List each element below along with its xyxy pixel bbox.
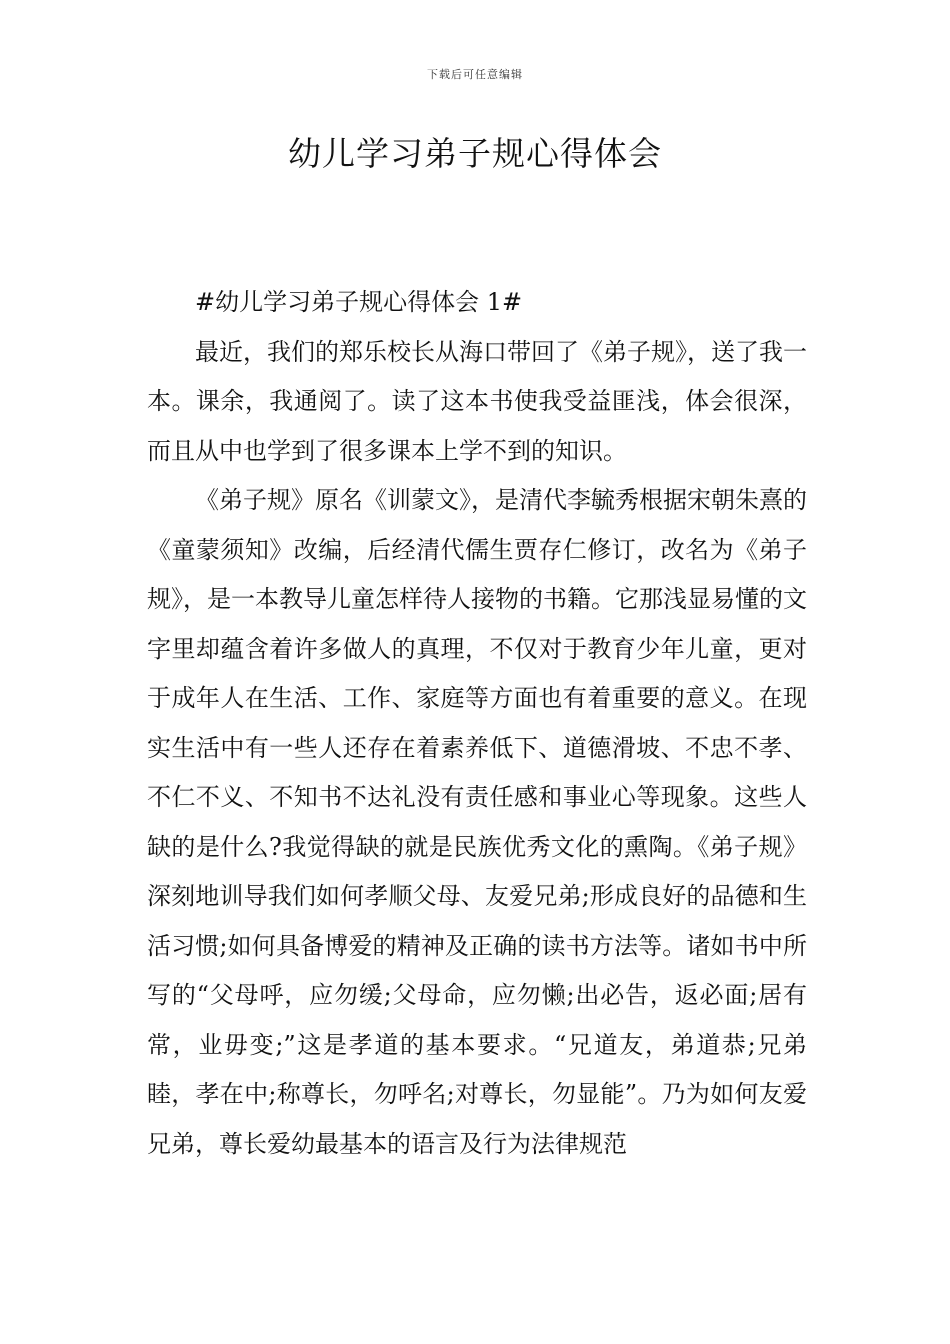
section-heading: #幼儿学习弟子规心得体会 1# (195, 288, 523, 316)
paragraph-1: 最近，我们的郑乐校长从海口带回了《弟子规》，送了我一本。课余，我通阅了。读了这本书使我受益匪浅，体会很深，而且从中也学到了很多课本上学不到的知识。 (147, 337, 807, 465)
header-note: 下载后可任意编辑 (427, 68, 523, 81)
paragraph-2: 《弟子规》原名《训蒙文》，是清代李毓秀根据宋朝朱熹的《童蒙须知》改编，后经清代儒生贾存仁修订，改名为《弟子规》，是一本教导儿童怎样待人接物的书籍。它那浅显易懂的文字里却蕴含着许多做人的真理，不仅对于教育少年儿童，更对于成年人在生活、工作、家庭等方面也有着重要的意义。在现实生活中有一些人还存在着素养低下、道德滑坡、不忠不孝、不仁不义、不知书不达礼没有责任感和事业心等现象。这些人缺的是什么?我觉得缺的就是民族优秀文化的熏陶。《弟子规》深刻地训导我们如何孝顺父母、友爱兄弟;形成良好的品德和生活习惯;如何具备博爱的精神及正确的读书方法等。诸如书中所写的“父母呼，应勿缓;父母命，应勿懒;出必告，返必面;居有常，业毋变;”这是孝道的基本要求。“兄道友，弟道恭;兄弟睦，孝在中;称尊长，勿呼名;对尊长，勿显能”。乃为如何友爱兄弟，尊长爱幼最基本的语言及行为法律规范 (147, 486, 807, 1158)
document-body (147, 278, 807, 1169)
document-title: 幼儿学习弟子规心得体会 (288, 134, 662, 173)
